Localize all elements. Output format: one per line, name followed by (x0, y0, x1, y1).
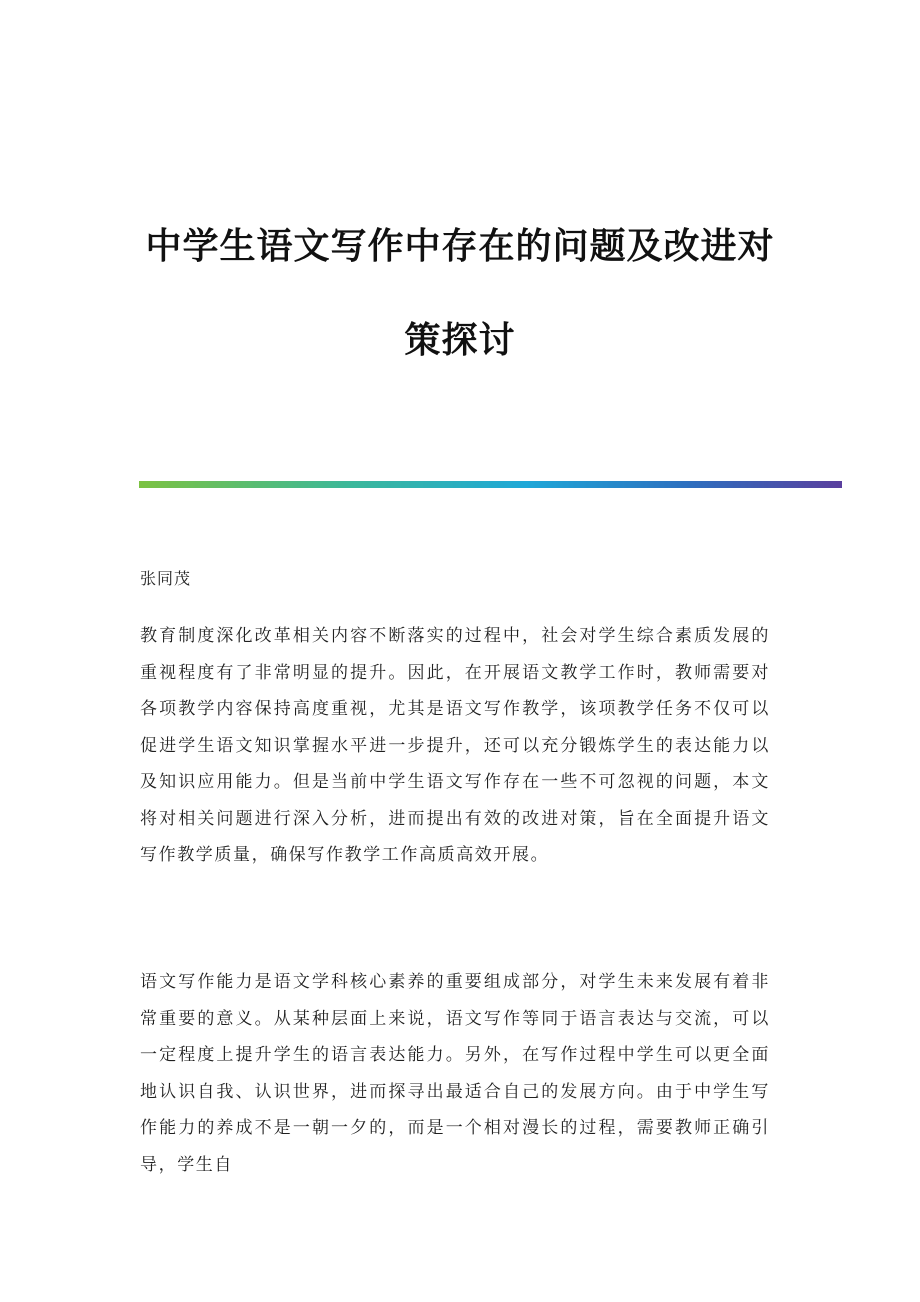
gradient-divider (139, 481, 842, 488)
document-title-line-1: 中学生语文写作中存在的问题及改进对 (145, 225, 775, 267)
body-paragraph-2: 语文写作能力是语文学科核心素养的重要组成部分，对学生未来发展有着非常重要的意义。从某种层面上来说，语文写作等同于语言表达与交流，可以一定程度上提升学生的语言表达能力。另外，在写作过程中学生可以更全面地认识自我、认识世界，进而探寻出最适合自己的发展方向。由于中学生写作能力的养成不是一朝一夕的，而是一个相对漫长的过程，需要教师正确引导，学生自 (140, 972, 770, 1175)
author-name: 张同茂 (140, 569, 192, 588)
body-paragraph-1: 教育制度深化改革相关内容不断落实的过程中，社会对学生综合素质发展的重视程度有了非常明显的提升。因此，在开展语文教学工作时，教师需要对各项教学内容保持高度重视，尤其是语文写作教学，该项教学任务不仅可以促进学生语文知识掌握水平进一步提升，还可以充分锻炼学生的表达能力以及知识应用能力。但是当前中学生语文写作存在一些不可忽视的问题，本文将对相关问题进行深入分析，进而提出有效的改进对策，旨在全面提升语文写作教学质量，确保写作教学工作高质高效开展。 (140, 626, 770, 865)
document-title-line-2: 策探讨 (404, 319, 516, 361)
